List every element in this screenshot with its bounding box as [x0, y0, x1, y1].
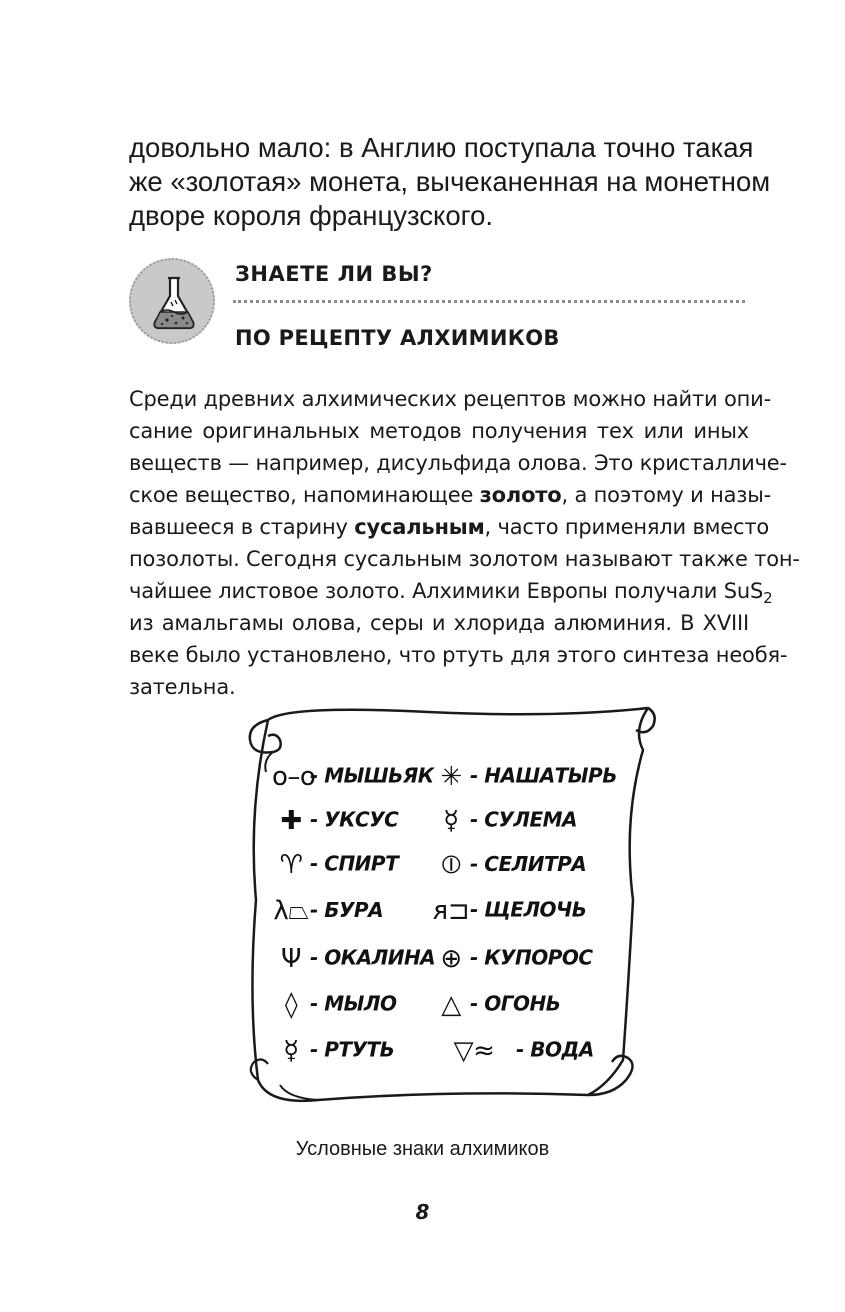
- intro-paragraph: [129, 131, 771, 233]
- legend-item-arsenic: o–o- МЫШЬЯК: [272, 762, 434, 792]
- scale-icon: Ψ: [281, 944, 301, 974]
- body-line: из амальгамы олова, серы и хлорида алюминия. В XVIII: [129, 611, 749, 635]
- bold-term-gilded: сусальным: [354, 515, 485, 539]
- bold-term-gold: золото: [479, 483, 562, 507]
- intro-line: дворе короля французского.: [129, 200, 494, 231]
- legend-item-vitriol: ⊕ - КУПОРОС: [432, 944, 593, 974]
- vitriol-icon: ⊕: [440, 944, 462, 974]
- spirit-icon: ♈: [279, 850, 303, 880]
- body-line: веке было установлено, что ртуть для этого синтеза необя-: [129, 643, 788, 667]
- body-line: чайшее листовое золото. Алхимики Европы получали SuS$_2$: [129, 579, 773, 607]
- subscript: 2: [763, 589, 773, 607]
- ammonia-icon: ✳: [440, 762, 462, 792]
- body-line: ское вещество, напоминающее золото, а поэтому и назы-: [129, 483, 771, 507]
- body-paragraph: [129, 383, 800, 703]
- body-line: позолоты. Сегодня сусальным золотом называют также тон-: [129, 547, 800, 571]
- sublimate-icon: ☿: [443, 806, 459, 836]
- arsenic-icon: o–o: [272, 762, 316, 792]
- body-line: вавшееся в старину сусальным, часто применяли вместо: [129, 515, 770, 539]
- legend-item-borax: λ⏢- БУРА: [273, 896, 384, 926]
- water-icon: ▽≈: [453, 1036, 495, 1066]
- fire-icon: △: [441, 990, 461, 1020]
- body-line: Среди древних алхимических рецептов можно найти опи-: [129, 387, 771, 411]
- legend-item-ammonia: ✳ - НАШАТЫРЬ: [432, 762, 617, 792]
- intro-line: же «золотая» монета, вычеканенная на монетном: [129, 166, 771, 197]
- dotted-divider: [233, 300, 745, 303]
- legend-item-sublimate: ☿ - СУЛЕМА: [432, 806, 577, 836]
- box-kicker: ЗНАЕТЕ ЛИ ВЫ?: [235, 262, 433, 286]
- legend-item-water: ▽≈ - ВОДА: [432, 1036, 594, 1066]
- legend-item-saltpeter: ⦶ - СЕЛИТРА: [432, 850, 586, 881]
- legend-item-soap: ◊ - МЫЛО: [272, 990, 397, 1020]
- legend-item-vinegar: ✚ - УКСУС: [272, 806, 398, 836]
- mercury-icon: ☿: [283, 1036, 299, 1066]
- flask-badge: [129, 258, 215, 344]
- flask-icon: [131, 260, 217, 346]
- legend-item-fire: △ - ОГОНЬ: [432, 990, 561, 1020]
- figure-caption: Условные знаки алхимиков: [295, 1138, 550, 1160]
- legend-item-scale: Ψ - ОКАЛИНА: [272, 944, 435, 974]
- page-number: 8: [415, 1200, 430, 1224]
- borax-icon: λ⏢: [273, 896, 309, 926]
- body-line: зательна.: [129, 675, 236, 699]
- intro-line: довольно мало: в Англию поступала точно такая: [129, 132, 754, 163]
- body-line: сание оригинальных методов получения тех или иных: [129, 419, 749, 443]
- saltpeter-icon: ⦶: [441, 850, 461, 880]
- section-title: ПО РЕЦЕПТУ АЛХИМИКОВ: [235, 326, 560, 350]
- vinegar-icon: ✚: [280, 806, 302, 836]
- legend-item-alkali: ᴙ⊐- ЩЕЛОЧЬ: [432, 896, 587, 926]
- body-line: веществ — например, дисульфида олова. Это кристалличе-: [129, 451, 787, 475]
- alkali-icon: ᴙ⊐: [432, 896, 470, 926]
- soap-icon: ◊: [284, 990, 298, 1020]
- legend-item-spirit: ♈ - СПИРТ: [272, 850, 398, 880]
- legend-item-mercury: ☿ - РТУТЬ: [272, 1036, 394, 1066]
